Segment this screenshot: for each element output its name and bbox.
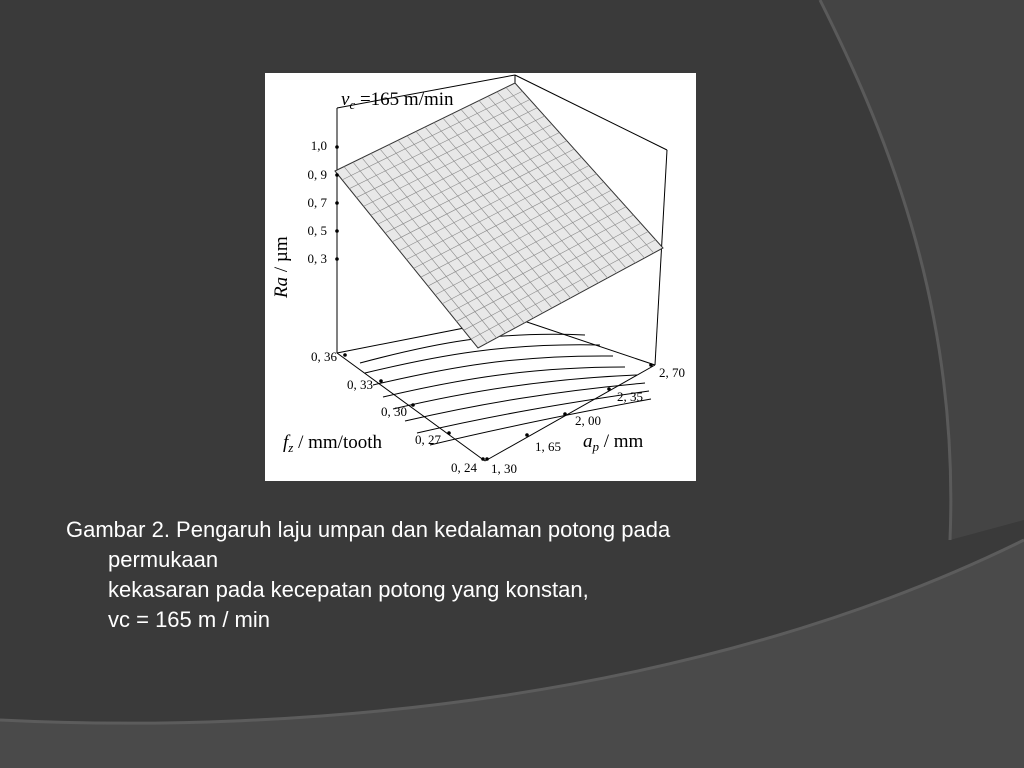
ap-tick-label: 2, 70 xyxy=(659,365,685,380)
ap-tick-label: 2, 35 xyxy=(617,389,643,404)
z-axis-unit: / µm xyxy=(271,236,292,277)
z-axis-title xyxy=(271,236,292,299)
roughness-surface xyxy=(335,83,663,348)
z-axis xyxy=(271,138,339,299)
fz-tick-label: 0, 30 xyxy=(381,404,407,419)
title-value: =165 m/min xyxy=(355,89,454,110)
z-tick-label: 1,0 xyxy=(310,138,327,153)
caption-line-1: Gambar 2. Pengaruh laju umpan dan kedalaman potong pada xyxy=(66,517,671,542)
z-tick-label: 0, 9 xyxy=(307,167,327,182)
ap-axis-var: a xyxy=(583,431,593,452)
surface-plot xyxy=(265,73,696,481)
figure-title xyxy=(341,89,454,112)
ap-tick-label: 1, 30 xyxy=(491,461,517,476)
ap-tick-label: 2, 00 xyxy=(575,413,601,428)
ap-tick-label: 1, 65 xyxy=(535,439,561,454)
z-axis-var: Ra xyxy=(271,276,292,298)
caption-line-2: permukaan xyxy=(108,547,219,572)
fz-tick-label: 0, 24 xyxy=(451,460,477,475)
surface-plot-figure xyxy=(265,73,696,481)
ap-axis-title xyxy=(583,431,644,454)
fz-axis-unit: / mm/tooth xyxy=(293,432,383,453)
svg-text:Ra / µm xyxy=(271,236,292,299)
ap-axis-unit: / mm xyxy=(599,431,644,452)
z-tick-label: 0, 7 xyxy=(307,195,327,210)
caption-line-4: vc = 165 m / min xyxy=(108,607,271,632)
ap-axis-sub: p xyxy=(592,439,599,454)
fz-axis-var: f xyxy=(283,432,289,453)
caption-line-3: kekasaran pada kecepatan potong yang konstan, xyxy=(108,577,589,602)
fz-axis-title xyxy=(283,432,383,455)
title-sub: c xyxy=(349,97,356,112)
fz-tick-label: 0, 27 xyxy=(415,432,441,447)
fz-tick-label: 0, 33 xyxy=(347,377,373,392)
z-tick-label: 0, 5 xyxy=(307,223,327,238)
fz-axis-sub: z xyxy=(288,440,294,455)
fz-tick-label: 0, 36 xyxy=(311,349,337,364)
ap-axis xyxy=(485,363,685,476)
figure-caption xyxy=(66,515,886,635)
z-tick-label: 0, 3 xyxy=(307,251,327,266)
title-var: v xyxy=(341,89,350,110)
